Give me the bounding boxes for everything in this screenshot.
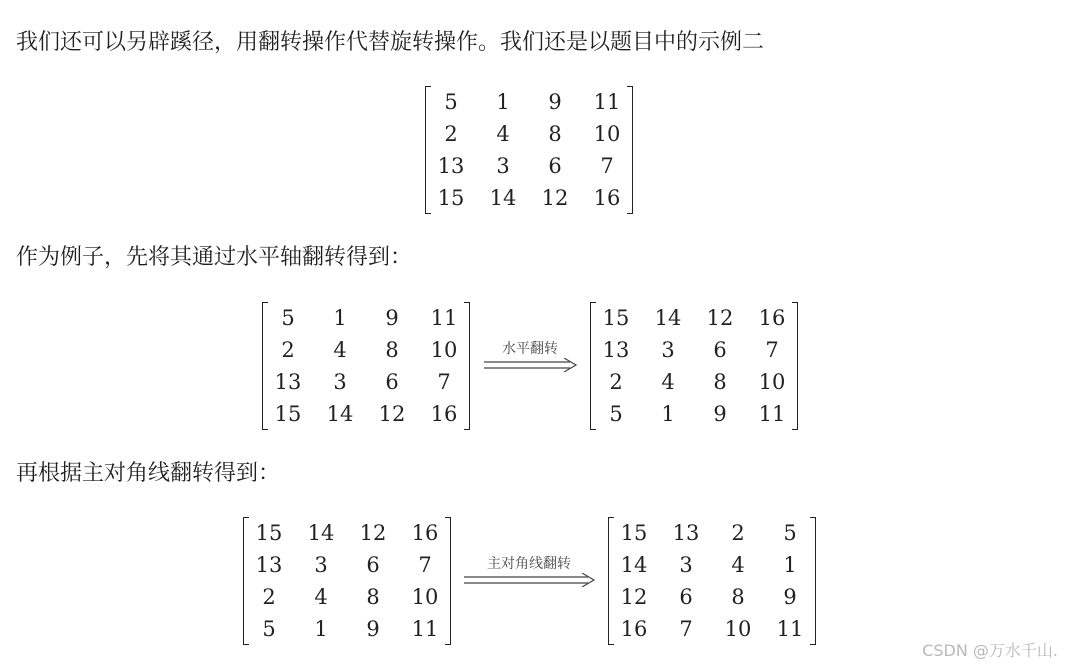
- matrix-cell: 7: [418, 553, 432, 577]
- right-bracket: [445, 517, 451, 645]
- matrix-cell: 5: [783, 521, 797, 545]
- matrix-cell: 14: [654, 306, 682, 330]
- matrix-cell: 4: [496, 122, 510, 146]
- matrix-cell: 10: [430, 338, 458, 362]
- matrix-cell: 15: [274, 402, 302, 426]
- matrix-cell: 8: [385, 338, 399, 362]
- matrix-cell: 11: [758, 402, 786, 426]
- matrix-cell: 15: [620, 521, 648, 545]
- matrix-cell: 10: [593, 122, 621, 146]
- diagonal-flip-arrow: [460, 555, 598, 587]
- matrix-cell: 7: [437, 370, 451, 394]
- matrix-diag-input: [243, 517, 451, 645]
- matrix-cell: 16: [620, 617, 648, 641]
- matrix-cell: 15: [602, 306, 630, 330]
- matrix-cell: 9: [385, 306, 399, 330]
- matrix-cell: 12: [378, 402, 406, 426]
- matrix-cell: 6: [366, 553, 380, 577]
- matrix-cell: 9: [783, 585, 797, 609]
- matrix-cell: 12: [620, 585, 648, 609]
- matrix-cell: 12: [706, 306, 734, 330]
- matrix-cell: 12: [541, 186, 569, 210]
- matrix-cell: 4: [314, 585, 328, 609]
- matrix-cell: 1: [661, 402, 675, 426]
- matrix-cell: 14: [307, 521, 335, 545]
- matrix-cell: 15: [437, 186, 465, 210]
- matrix-cell: 1: [314, 617, 328, 641]
- matrix-cell: 1: [783, 553, 797, 577]
- matrix-cell: 2: [609, 370, 623, 394]
- matrix-cell: 10: [724, 617, 752, 641]
- matrix-cell: 6: [385, 370, 399, 394]
- right-bracket: [627, 86, 633, 214]
- matrix-cell: 2: [444, 122, 458, 146]
- matrix-cell: 9: [713, 402, 727, 426]
- diagonal-flip-label: 主对角线翻转: [487, 556, 571, 572]
- matrix-cell: 15: [255, 521, 283, 545]
- matrix-cell: 8: [366, 585, 380, 609]
- matrix-cell: 16: [430, 402, 458, 426]
- intro-paragraph: 我们还可以另辟蹊径，用翻转操作代替旋转操作。我们还是以题目中的示例二: [16, 30, 765, 55]
- matrix-cell: 11: [411, 617, 439, 641]
- matrix-cell: 2: [262, 585, 276, 609]
- left-bracket: [608, 517, 614, 645]
- matrix-cell: 12: [359, 521, 387, 545]
- matrix-cell: 8: [731, 585, 745, 609]
- right-bracket: [464, 302, 470, 430]
- matrix-cell: 11: [430, 306, 458, 330]
- matrix-cell: 5: [609, 402, 623, 426]
- matrix-cell: 3: [314, 553, 328, 577]
- matrix-cell: 1: [496, 90, 510, 114]
- matrix-cell: 16: [411, 521, 439, 545]
- matrix-original: [425, 86, 633, 214]
- right-bracket: [810, 517, 816, 645]
- matrix-cell: 13: [602, 338, 630, 362]
- matrix-cell: 3: [661, 338, 675, 362]
- csdn-watermark: CSDN @万水千山.: [922, 641, 1058, 660]
- matrix-cell: 8: [713, 370, 727, 394]
- matrix-cell: 4: [661, 370, 675, 394]
- matrix-cell: 1: [333, 306, 347, 330]
- left-bracket: [425, 86, 431, 214]
- matrix-cell: 9: [548, 90, 562, 114]
- matrix-cell: 7: [679, 617, 693, 641]
- matrix-cell: 16: [758, 306, 786, 330]
- right-bracket: [792, 302, 798, 430]
- matrix-cell: 6: [548, 154, 562, 178]
- matrix-cell: 2: [281, 338, 295, 362]
- matrix-cell: 7: [600, 154, 614, 178]
- matrix-cell: 14: [489, 186, 517, 210]
- matrix-cell: 3: [333, 370, 347, 394]
- horizontal-flip-arrow: [480, 340, 580, 372]
- matrix-cell: 9: [366, 617, 380, 641]
- matrix-cell: 13: [672, 521, 700, 545]
- left-bracket: [590, 302, 596, 430]
- matrix-cell: 11: [593, 90, 621, 114]
- step1-paragraph: 作为例子，先将其通过水平轴翻转得到：: [16, 245, 413, 270]
- matrix-cell: 10: [411, 585, 439, 609]
- matrix-cell: 3: [679, 553, 693, 577]
- double-arrow-icon: [482, 358, 578, 372]
- matrix-cell: 7: [765, 338, 779, 362]
- matrix-cell: 5: [281, 306, 295, 330]
- matrix-cell: 13: [437, 154, 465, 178]
- matrix-cell: 14: [326, 402, 354, 426]
- matrix-cell: 3: [496, 154, 510, 178]
- matrix-cell: 13: [274, 370, 302, 394]
- matrix-cell: 13: [255, 553, 283, 577]
- double-arrow-icon: [462, 573, 596, 587]
- matrix-diag-output: [608, 517, 816, 645]
- left-bracket: [243, 517, 249, 645]
- matrix-cell: 6: [679, 585, 693, 609]
- matrix-cell: 16: [593, 186, 621, 210]
- step2-paragraph: 再根据主对角线翻转得到：: [16, 461, 281, 486]
- matrix-cell: 2: [731, 521, 745, 545]
- matrix-cell: 6: [713, 338, 727, 362]
- matrix-cell: 11: [776, 617, 804, 641]
- matrix-cell: 4: [333, 338, 347, 362]
- matrix-cell: 4: [731, 553, 745, 577]
- matrix-cell: 5: [262, 617, 276, 641]
- matrix-cell: 14: [620, 553, 648, 577]
- matrix-cell: 10: [758, 370, 786, 394]
- matrix-flip-input: [262, 302, 470, 430]
- left-bracket: [262, 302, 268, 430]
- matrix-cell: 8: [548, 122, 562, 146]
- matrix-cell: 5: [444, 90, 458, 114]
- matrix-flip-output: [590, 302, 798, 430]
- horizontal-flip-label: 水平翻转: [502, 341, 558, 357]
